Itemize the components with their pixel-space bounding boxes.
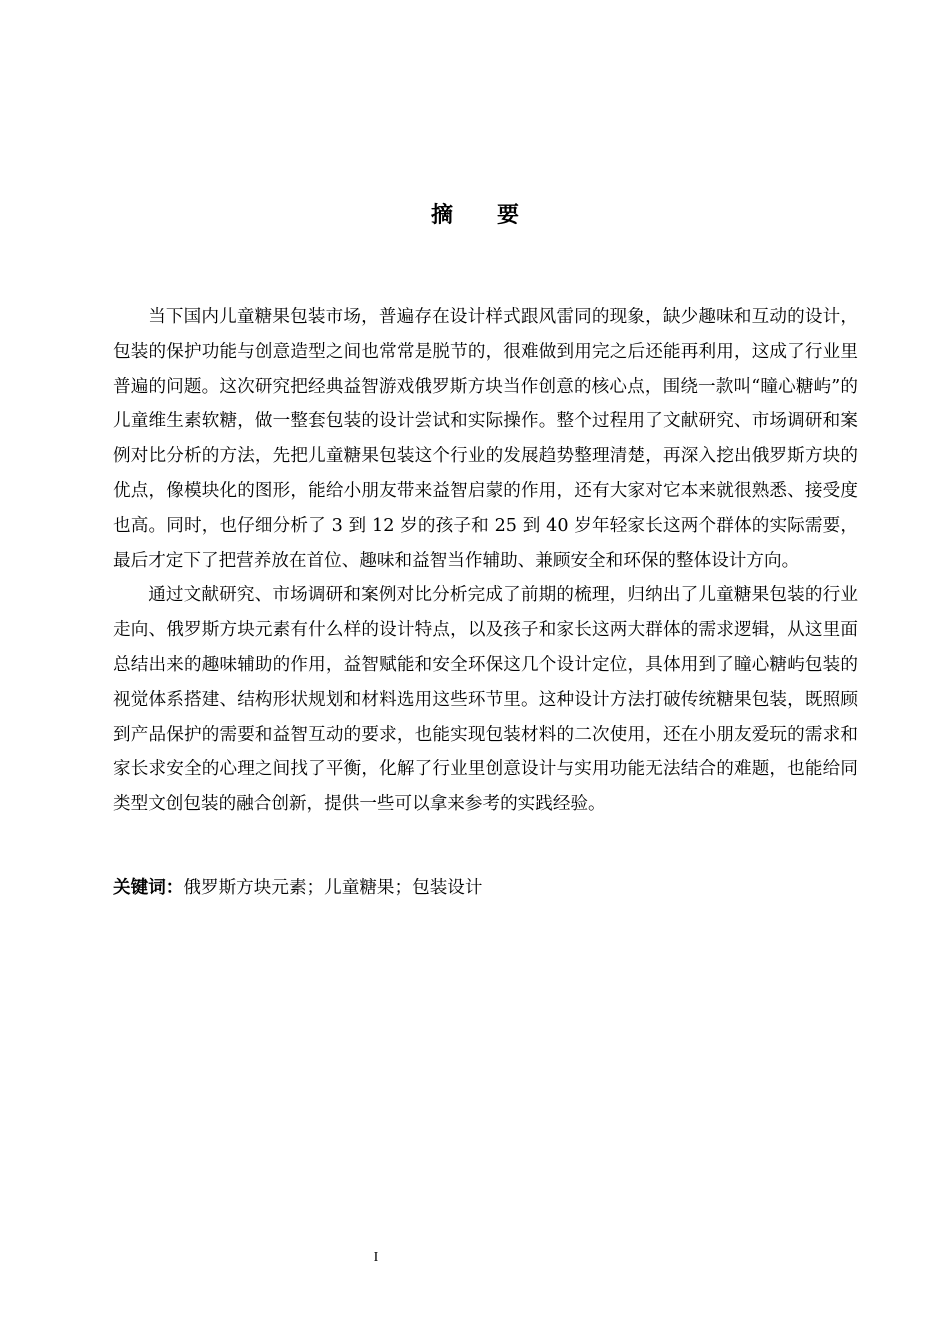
title-char-2: 要 bbox=[497, 203, 520, 228]
title-char-1: 摘 bbox=[430, 203, 453, 228]
keywords-text: 俄罗斯方块元素；儿童糖果；包装设计 bbox=[183, 878, 483, 898]
abstract-body bbox=[113, 300, 858, 822]
abstract-paragraph-2: 通过文献研究、市场调研和案例对比分析完成了前期的梳理，归纳出了儿童糖果包装的行业走向、俄罗斯方块元素有什么样的设计特点，以及孩子和家长这两大群体的需求逻辑，从这里面总结出来的趣味辅助的作用，益智赋能和安全环保这几个设计定位，具体用到了瞳心糖屿包装的视觉体系搭建、结构形状规划和材料选用这些环节里。这种设计方法打破传统糖果包装，既照顾到产品保护的需要和益智互动的要求，也能实现包装材料的二次使用，还在小朋友爱玩的需求和家长求安全的心理之间找了平衡，化解了行业里创意设计与实用功能无法结合的难题，也能给同类型文创包装的融合创新，提供一些可以拿来参考的实践经验。 bbox=[113, 585, 858, 815]
keywords-line bbox=[113, 873, 858, 903]
abstract-paragraph-1: 当下国内儿童糖果包装市场，普遍存在设计样式跟风雷同的现象，缺少趣味和互动的设计，包装的保护功能与创意造型之间也常常是脱节的，很难做到用完之后还能再利用，这成了行业里普遍的问题。这次研究把经典益智游戏俄罗斯方块当作创意的核心点，围绕一款叫“瞳心糖屿”的儿童维生素软糖，做一整套包装的设计尝试和实际操作。整个过程用了文献研究、市场调研和案例对比分析的方法，先把儿童糖果包装这个行业的发展趋势整理清楚，再深入挖出俄罗斯方块的优点，像模块化的图形，能给小朋友带来益智启蒙的作用，还有大家对它本来就很熟悉、接受度也高。同时，也仔细分析了 3 到 12 岁的孩子和 25 到 40 岁年轻家长这两个群体的实际需要，最后才定下了把营养放在首位、趣味和益智当作辅助、兼顾安全和环保的整体设计方向。 bbox=[113, 307, 858, 571]
page-number: I bbox=[373, 1250, 379, 1265]
page-title bbox=[0, 198, 950, 229]
keywords-label: 关键词： bbox=[113, 878, 184, 898]
